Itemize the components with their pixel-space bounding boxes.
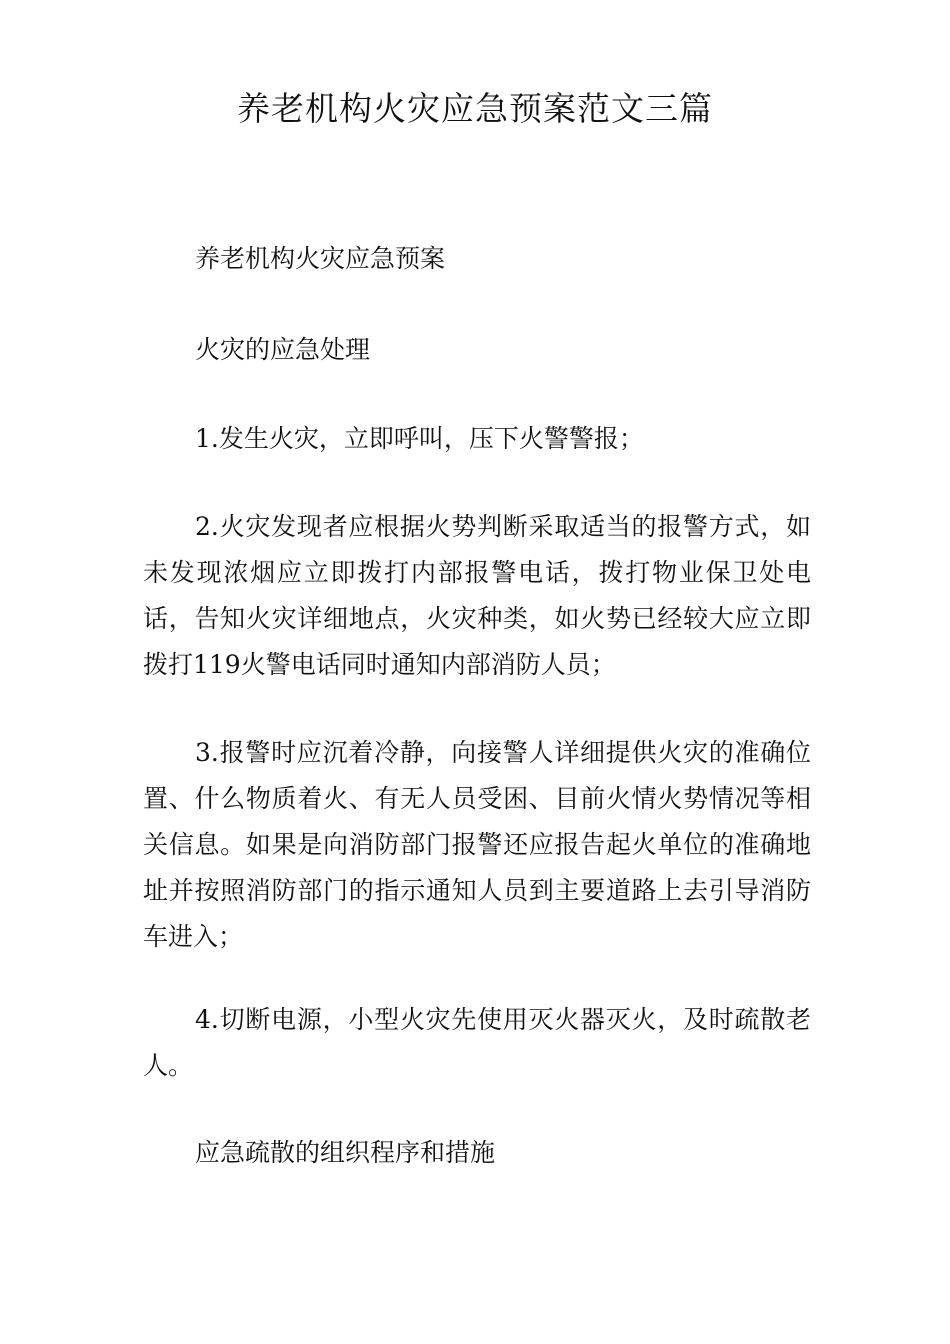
section-heading-plan: 养老机构火灾应急预案 <box>195 244 446 273</box>
paragraph-step-3: 3.报警时应沉着冷静，向接警人详细提供火灾的准确位置、什么物质着火、有无人员受困、目前火情火势情况等相关信息。如果是向消防部门报警还应报告起火单位的准确地址并按照消防部门的指示通知人员到主要道路上去引导消防车进入； <box>143 738 811 951</box>
document-title: 养老机构火灾应急预案范文三篇 <box>237 89 713 128</box>
section-heading-fire-handling: 火灾的应急处理 <box>195 335 371 364</box>
paragraph-step-1: 1.发生火灾，立即呼叫，压下火警警报； <box>195 424 644 453</box>
section-heading-evacuation: 应急疏散的组织程序和措施 <box>195 1138 496 1167</box>
paragraph-step-4: 4.切断电源，小型火灾先使用灭火器灭火，及时疏散老人。 <box>143 1005 811 1080</box>
paragraph-step-2: 2.火灾发现者应根据火势判断采取适当的报警方式，如未发现浓烟应立即拨打内部报警电话，拨打物业保卫处电话，告知火灾详细地点，火灾种类，如火势已经较大应立即拨打119火警电话同时通知内部消防人员； <box>143 512 811 679</box>
